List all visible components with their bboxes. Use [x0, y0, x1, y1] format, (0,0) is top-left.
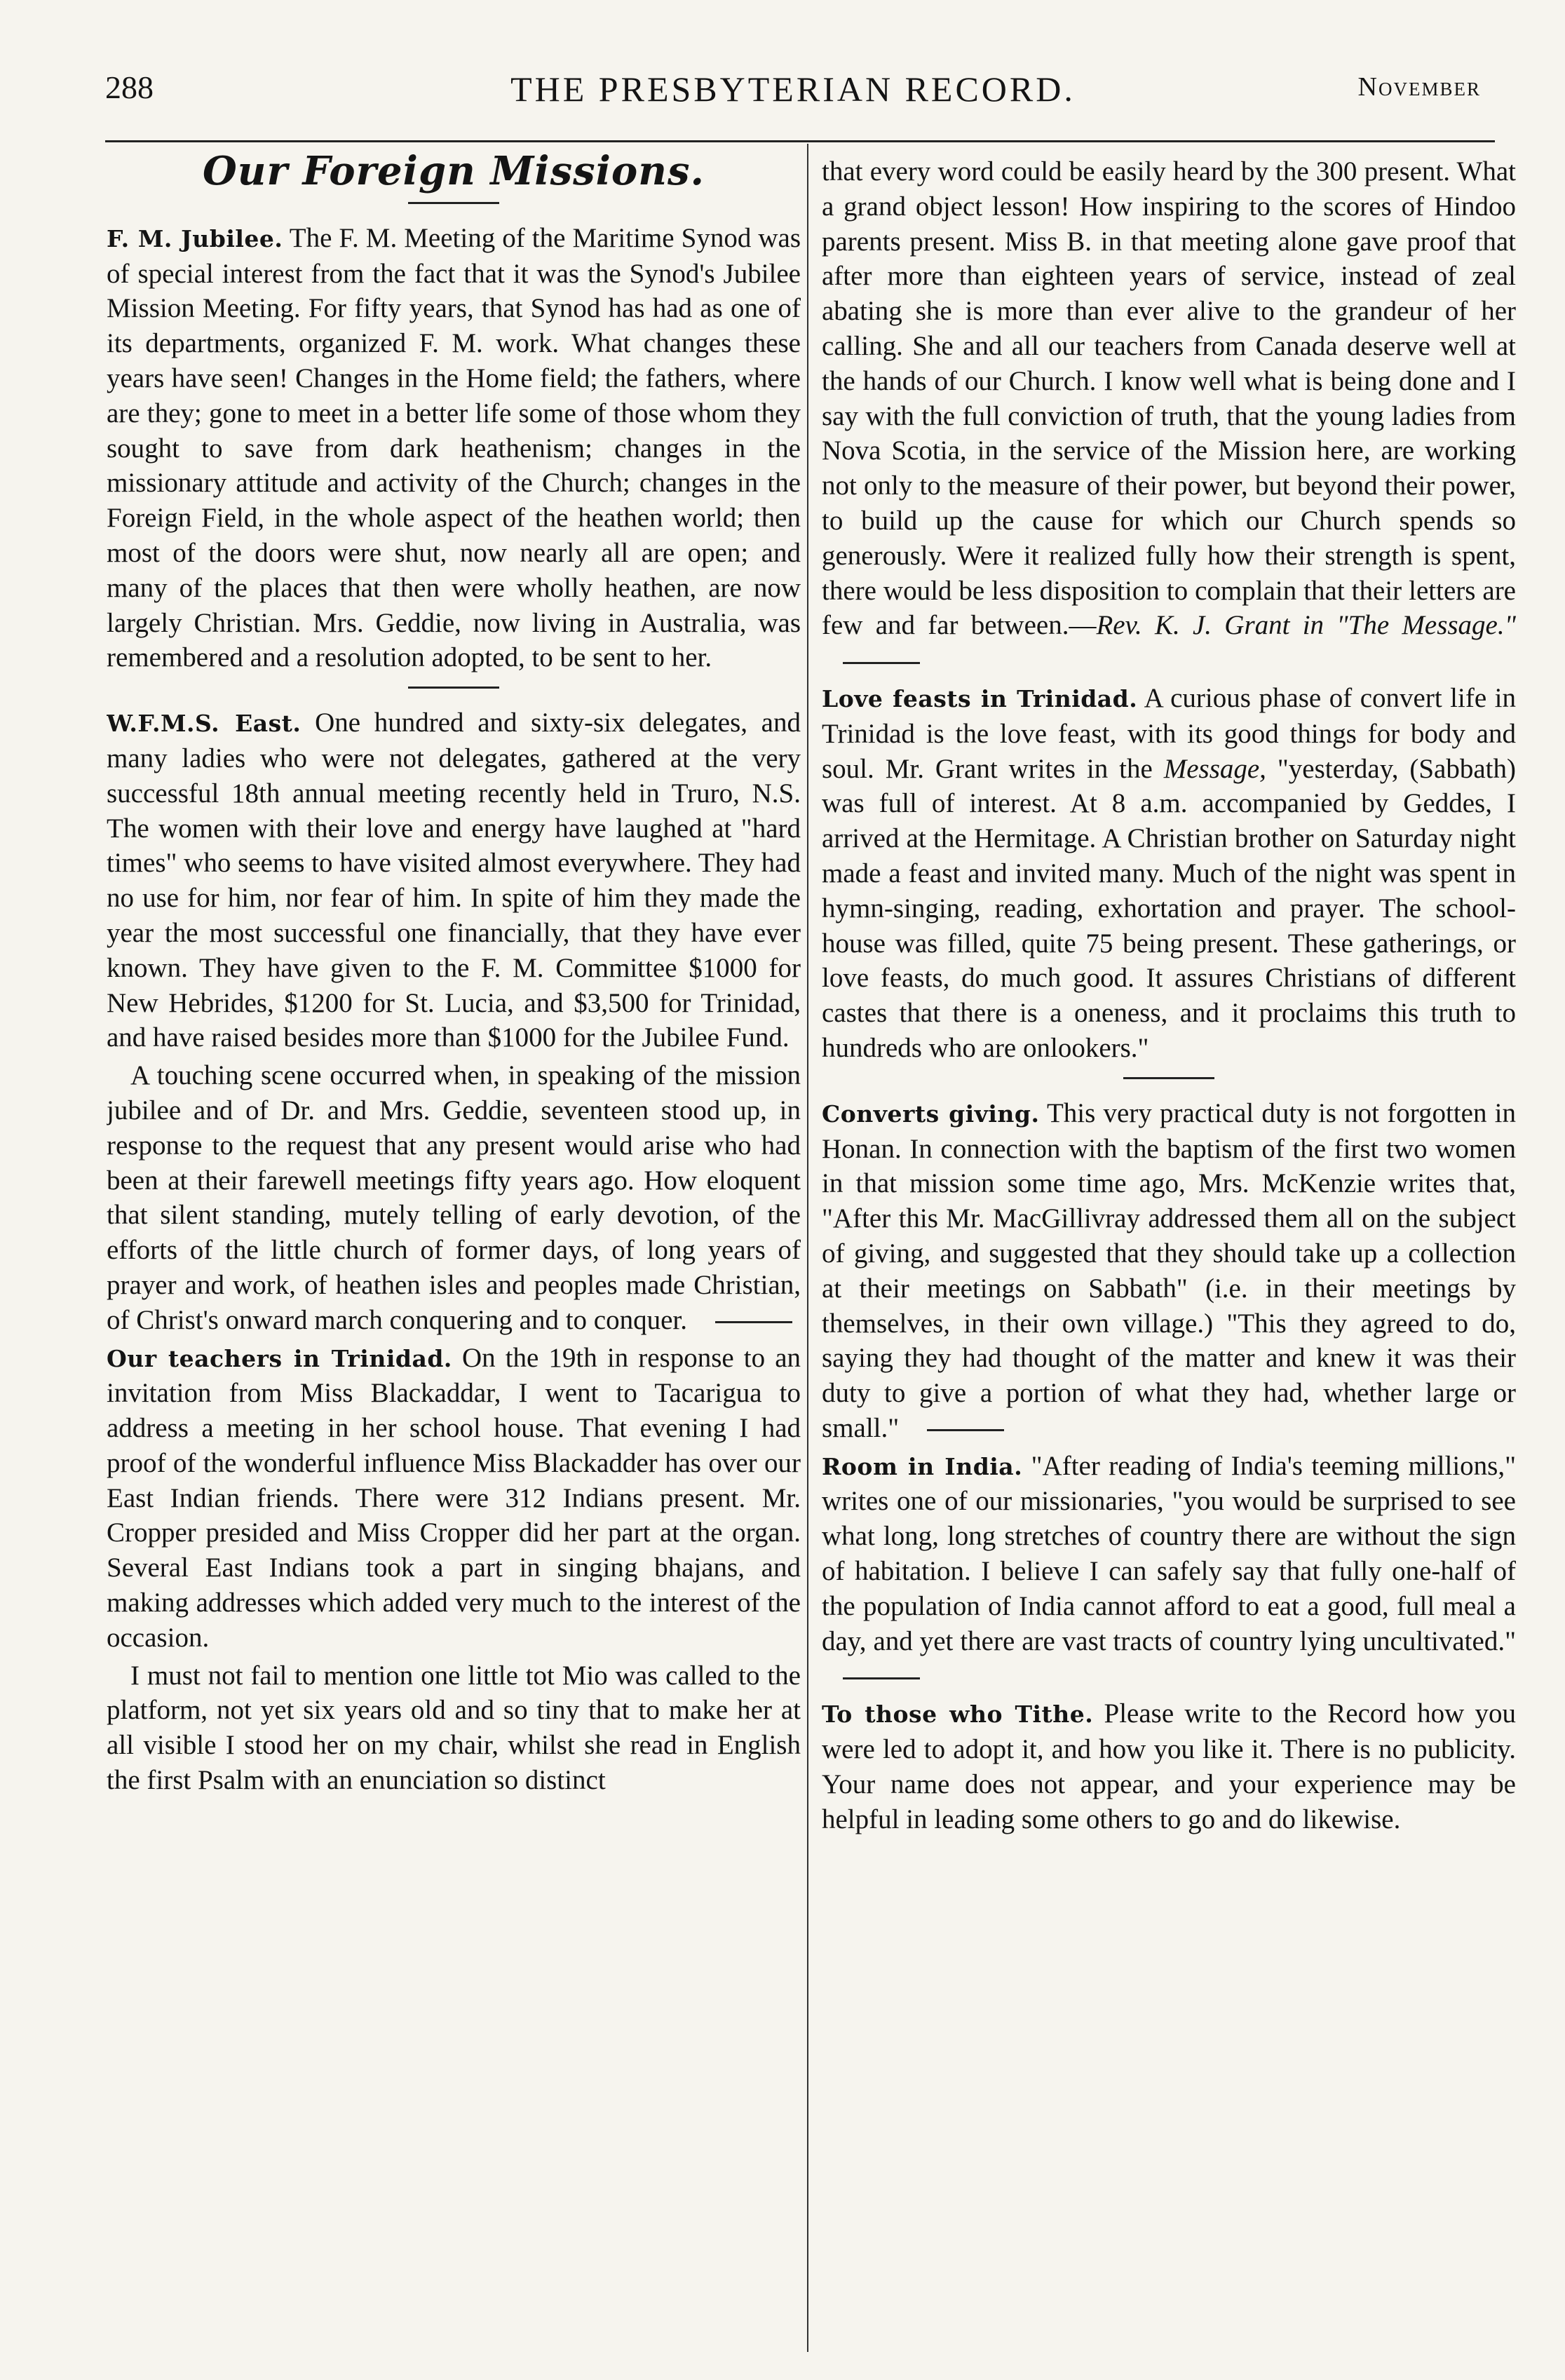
column-divider [807, 144, 808, 2352]
article-converts-giving [822, 1096, 1516, 1446]
right-column [822, 154, 1516, 2345]
side-heading: W.F.M.S. East. [107, 710, 302, 738]
article-text: "yesterday, (Sabbath) was full of interest. At 8 a.m. accompanied by Geddes, I arrived at the Hermitage. A Christian brother on Saturday night made a feast and invited many. Much of the night was spent in hymn-singing, reading, exhortation and prayer. The school-house was filled, quite 75 being present. These gatherings, or love feasts, do much good. It assures Christians of different castes that there is a oneness, and it proclaims this truth to hundreds who are onlookers." [822, 753, 1516, 1063]
article-wfms-east [107, 705, 801, 1055]
article-text: that every word could be easily heard by the 300 present. What a grand object lesson! How inspiring to the scores of Hindoo parents present. Miss B. in that meeting alone gave proof that after more than eighteen years of service, instead of zeal abating she is more than ever alive to the grandeur of her calling. She and all our teachers from Canada deserve well at the hands of our Church. I know well what is being done and I say with the full conviction of truth, that the young ladies from Nova Scotia, in the service of the Mission here, are working not only to the measure of their power, but beyond their power, to build up the cause for which our Church spends so generously. Were it realized fully how their strength is spent, there would be less disposition to complain that their letters are few and far between.— [822, 156, 1516, 641]
article-teachers-trinidad [107, 1341, 801, 1656]
article-continued [822, 154, 1516, 678]
divider-rule [715, 1321, 792, 1323]
article-text: Please write to the Record how you were led to adopt it, and how you like it. There is no publicity. Your name does not appear, and your experience may be helpful in leading some others to go and do likewise. [822, 1698, 1516, 1834]
article-text: A curious phase of convert life in Trinidad is the love feast, with its good things for body and soul. Mr. Grant writes in the [822, 682, 1516, 784]
article-text: On the 19th in response to an invitation from Miss Blackaddar, I went to Tacarigua to address a meeting in her school house. That evening I had proof of the wonderful influence Miss Blackadder has over our East Indian friends. There were 312 Indians present. Mr. Cropper presided and Miss Cropper did her part at the organ. Several East Indians took a part in singing bhajans, and making addresses which added very much to the interest of the occasion. [107, 1342, 801, 1653]
article-text: The F. M. Meeting of the Maritime Synod was of special interest from the fact that it was the Synod's Jubilee Mission Meeting. For fifty years, that Synod has had as one of its departments, organized F. M. work. What changes these years have seen! Changes in the Home field; the fathers, where are they; gone to meet in a better life some of those whom they sought to save from dark heathenism; changes in the missionary attitude and activity of the Church; changes in the Foreign Field, in the whole aspect of the heathen world; then most of the doors were shut, now nearly all are open; and many of the places that then were wholly heathen, are now largely Christian. Mrs. Geddie, now living in Australia, was remembered and a resolution adopted, to be sent to her. [107, 222, 801, 673]
article-text: A touching scene occurred when, in speaking of the mission jubilee and of Dr. and Mrs. Geddie, seventeen stood up, in response to the request that any present would arise who had been at their farewell meetings fifty years ago. How eloquent that silent standing, mutely telling of early devotion, of the efforts of the little church of former days, of long years of prayer and work, of heathen isles and peoples made Christian, of Christ's onward march conquering and to conquer. [107, 1060, 801, 1335]
side-heading: F. M. Jubilee. [107, 224, 283, 252]
left-column [107, 154, 801, 2345]
publication-title: THE PRESBYTERIAN RECORD. [510, 69, 1076, 109]
article-tithe [822, 1696, 1516, 1837]
section-heading: Our Foreign Missions. [203, 154, 705, 194]
page-header [105, 43, 1481, 114]
divider-rule [843, 662, 920, 664]
article-text: This very practical duty is not forgotten in Honan. In connection with the baptism of the first two women in that mission some time ago, Mrs. McKenzie writes that, "After this Mr. MacGillivray addressed them all on the subject of giving, and suggested that they should take up a collection at their meetings on Sabbath" (i.e. in their meetings by themselves, in their own village.) "This they agreed to do, saying they had thought of the matter and knew it was their duty to give a portion of what they had, whether large or small." [822, 1097, 1516, 1443]
header-rule [105, 140, 1495, 142]
side-heading: Love feasts in Trinidad. [822, 684, 1138, 712]
divider-rule [408, 687, 499, 689]
article-love-feasts [822, 681, 1516, 1066]
signature: Rev. K. J. Grant in "The Message." [1096, 610, 1516, 641]
page-number: 288 [105, 69, 154, 105]
article-touching-scene [107, 1058, 801, 1337]
article-room-india [822, 1449, 1516, 1694]
side-heading: To those who Tithe. [822, 1701, 1094, 1729]
article-text: I must not fail to mention one little tot Mio was called to the platform, not yet six years old and so tiny that to make her at all visible I stood her on my chair, whilst she read in English the first Psalm with an enunciation so distinct [107, 1660, 801, 1796]
side-heading: Our teachers in Trinidad. [107, 1344, 452, 1372]
article-fm-jubilee [107, 221, 801, 675]
divider-rule [408, 202, 499, 204]
side-heading: Room in India. [822, 1452, 1023, 1480]
italic-title: Message, [1163, 753, 1266, 784]
article-mio [107, 1658, 801, 1798]
side-heading: Converts giving. [822, 1100, 1040, 1128]
divider-rule [843, 1677, 920, 1679]
article-text: "After reading of India's teeming millions," writes one of our missionaries, "you would be surprised to see what long, long stretches of country there are without the sign of habitation. I believe I can safely say that fully one-half of the population of India cannot afford to eat a good, full meal a day, and yet there are vast tracts of country lying uncultivated." [822, 1450, 1516, 1656]
divider-rule [927, 1429, 1004, 1431]
issue-month: November [1357, 72, 1481, 102]
article-text: One hundred and sixty-six delegates, and many ladies who were not delegates, gathered at the very successful 18th annual meeting recently held in Truro, N.S. The women with their love and energy have laughed at "hard times" who seems to have visited almost everywhere. They had no use for him, nor fear of him. In spite of him they made the year the most successful one financially, that they have ever known. They have given to the F. M. Committee $1000 for New Hebrides, $1200 for St. Lucia, and $3,500 for Trinidad, and have raised besides more than $1000 for the Jubilee Fund. [107, 708, 801, 1053]
divider-rule [1123, 1077, 1214, 1079]
